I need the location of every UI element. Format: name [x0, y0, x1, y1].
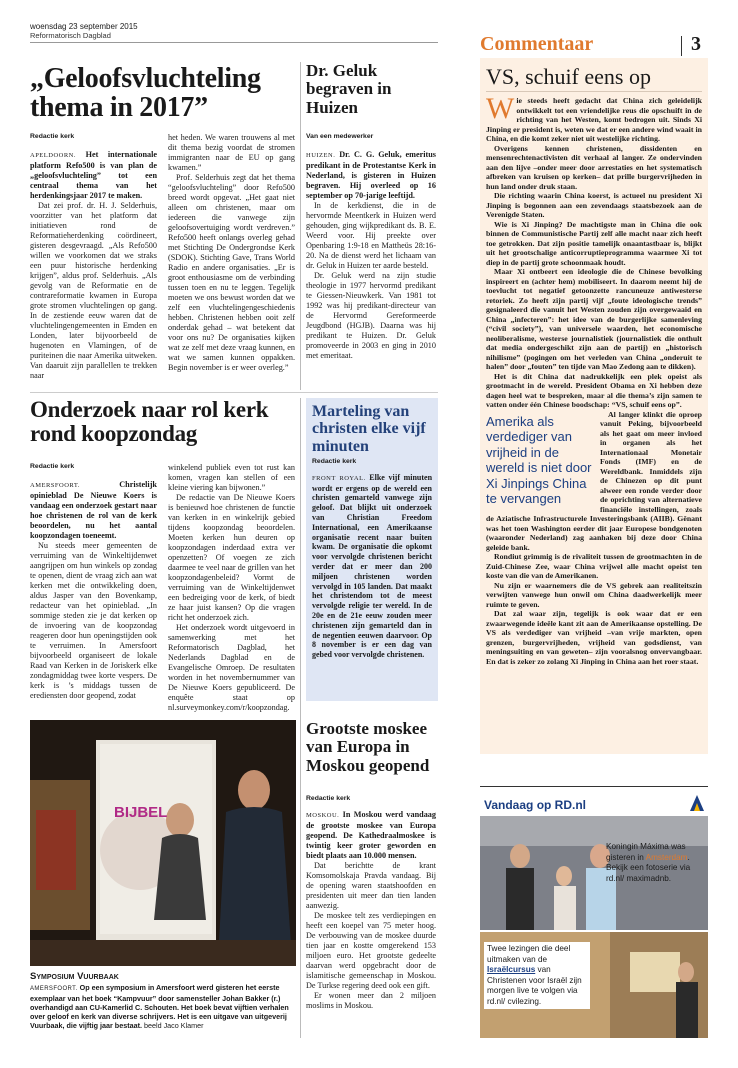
art3-col1: AMERSFOORT. Christelijk opinieblad De Nieuwe Koers is vandaag een onderzoek gestart naar hoe christenen de rol van de kerk beoordelen, nu het aantal koopzondagen toeneemt. Nu steeds meer gemeenten de verruiming van de Winkeltijdenwet aangrijpen om hun winkels op zondag te openen, dient de vraag zich aan wat kerken met die ontwikkeling doen, aldus Jasper van den Bovenkamp, redacteur van het opinieblad. „In sommige steden zie je dat kerken op de invoering van de koopzondag reageren door hun openingstijden ook te verruimen. In Amersfoort bijvoorbeeld organiseert de lokale Raad van Kerken in de Joriskerk elke zondagmiddag twee korte vespers. De kerk is ’s middags tussen de erediensten door geopend, zodat: [30, 480, 157, 700]
art5-headline: Grootste moskee van Europa in Moskou geopend: [306, 719, 430, 775]
edition-date: woensdag 23 september 2015: [30, 22, 138, 31]
symposium-photo: [30, 720, 296, 966]
art1-headline: „Geloofsvluchteling thema in 2017”: [30, 63, 261, 124]
section-title: Commentaar: [480, 33, 594, 55]
art1-col2: het heden. We waren trouwens al met dit thema bezig voordat de stromen immigranten naar de EU op gang kwamen.” Prof. Selderhuis zegt dat het thema “geloofsvluchteling” door Refo500 breed wordt opgevat. „Het gaat niet alleen om christenen, maar om iedereen die vanwege zijn geloofsovertuiging wordt verdreven.” Refo500 heeft onlangs overleg gehad met Stichting De Ondergrondse Kerk (SDOK). Stichting Gave, Trans World Radio en andere organisaties. „Er is groot enthousiasme om de verbinding tussen toen en nu te leggen. Tegelijk moeten we ons bewust worden dat we zelf een vluchtelingengeschiedenis hebben. Christenen hebben ooit zelf onderdak gehad – wat betekent dat voor ons nu? De organisaties kijken wat ze zelf met deze vraag kunnen, en wat we samen kunnen oppakken. Begin november is er weer overleg.”: [168, 133, 295, 372]
pull-quote: Amerika als verdediger van vrijheid in de wereld is niet door Xi Jinpings China te vervangen: [486, 413, 592, 506]
rd-item-1[interactable]: Koningin Máxima was gisteren in Amsterdam. Bekijk een fotoserie via rd.nl/ maximadnb.: [606, 842, 691, 883]
paper-name: Reformatorisch Dagblad: [30, 31, 111, 40]
page-number: 3: [691, 33, 701, 55]
rd-link-israelcursus[interactable]: Israëlcursus: [487, 965, 536, 974]
art4-body: FRONT ROYAL. Elke vijf minuten wordt er ergens op de wereld een christen gemarteld vanwege zijn geloof. Dat blijkt uit onderzoek van Christian Freedom International, een Amerikaanse organisatie recent naar buiten kwam. De organisatie die opkomt voor vervolgde christenen bericht verder dat er meer dan 200 miljoen christenen worden vervolgd in 105 landen. Dat maakt het christendom tot de meest vervolgde religie ter wereld. In de 20e en de 21e eeuw zouden meer christenen zijn gemarteld dan in de negentien eeuwen daarvoor. Op 8 november is er een dag van gebed voor vervolgde christenen.: [312, 472, 433, 660]
photo-banner-text: BIJBEL: [114, 804, 168, 821]
art4-byline: Redactie kerk: [312, 457, 357, 465]
photo-caption-title: Symposium Vuurbaak: [30, 971, 119, 982]
rd-item-2[interactable]: Twee lezingen die deel uitmaken van de Israëlcursus van Christenen voor Israël zijn morgen live te volgen via rd.nl/ cvilezing.: [484, 942, 590, 1009]
art2-byline: Van een medewerker: [306, 133, 374, 140]
art3-col2: winkelend publiek even tot rust kan komen, vragen kan stellen of een kleine viering kan bijwonen.” De redactie van De Nieuwe Koers is benieuwd hoe christenen de functie van kerken in en winkelrijk gebied tijdens koopzondag beoordelen. Moeten kerken hun deuren op koopzondagen inderdaad extra ver openzetten? Of voegen ze zich daarmee te veel naar de grillen van het koopzondagenbeleid? Vormt de verruiming van de Winkeltijdenwet een bedreiging voor de kerk, of biedt ze haar juist kansen? Op die vragen richt het onderzoek zich. Het onderzoek wordt uitgevoerd in samenwerking met het Reformatorisch Dagblad, het Nederlands Dagblad en de Evangelische Omroep. De resultaten worden in het novembernummer van De Nieuwe Koers gepubliceerd. De enquête staat op nl.surveymonkey.com/r/koopzondag.: [168, 463, 295, 712]
art1-byline: Redactie kerk: [30, 133, 75, 140]
art3-byline: Redactie kerk: [30, 463, 75, 470]
art1-col1: APELDOORN. Het internationale platform Refo500 is van plan de „geloofsvluchteling” tot een centraal thema van het herdenkingsjaar 2017 te maken. Dat zei prof. dr. H. J. Selderhuis, voorzitter van het platform dat initiatieven rond de Reformatieherdenking coördineert, gisteren desgevraagd. „Als Refo500 willen we voorkomen dat we straks een puur historische herdenking krijgen”, aldus prof. Selderhuis. „Als gevolg van de Reformatie en de contrareformatie kwamen in Europa grote stromen vluchtelingen op gang. In de zestiende eeuw waren dat de vluchtelingengemeenten in Emden en Londen, later bijvoorbeeld de hugenoten en Vlamingen, of de puriteinen die naar Amerika uitweken. Van daaruit zijn parallellen te trekken naar: [30, 150, 157, 380]
art5-body: MOSKOU. In Moskou werd vandaag de grootste moskee van Europa geopend. De Kathedraalmoskee is twintig keer groter geworden en biedt plaats aan 10.000 mensen. Dat berichtte de krant Komsomolskaja Pravda vandaag. Bij de opening waren staatshoofden en presidenten uit meer dan tien landen aanwezig. De moskee telt zes verdiepingen en heeft een koepel van 75 meter hoog. De verbouwing van de moskee duurde tien jaar en kostte omgerekend 153 miljoen euro. Het grootste gedeelte daarvan werd opgebracht door de islamitische gemeenschap in Moskou. De Turkse regering deed ook een gift. Er wonen meer dan 2 miljoen moslims in Moskou.: [306, 810, 436, 1010]
art2-headline: Dr. Geluk begraven in Huizen: [306, 61, 392, 117]
dropcap: W: [486, 92, 515, 125]
rd-title: Vandaag op RD.nl: [484, 798, 587, 812]
art4-box: [306, 398, 438, 701]
art2-body: HUIZEN. Dr. C. G. Geluk, emeritus predikant in de Protestantse Kerk in Nederland, is gisteren in Huizen begraven. Hij overleed op 16 september op 70-jarige leeftijd. In de kerkdienst, die in de hervormde Meentkerk in Huizen werd gehouden, ging wijkpredikant ds. B. E. Weerd voor. Hij preekte over Openbaring 1:9-18 en Mattheüs 28:16-20. Na de dienst werd het lichaam van dr. Geluk in Huizen ter aarde besteld. Dr. Geluk werd na zijn studie theologie in 1977 hervormd predikant te Giessen-Nieuwkerk. Van 1981 tot 1992 was hij predikant-directeur van de Hervormd Gereformeerde Jeugdbond (HGJB). Daarna was hij predikant te Huizen. Dr. Geluk promoveerde in 2003 en ging in 2010 met emeritaat.: [306, 150, 436, 360]
photo-caption: AMERSFOORT. Op een symposium in Amersfoort werd gisteren het eerste exemplaar van het boek “Kampvuur” door samensteller Johan Bakker (r.) overhandigd aan CU-Kamerlid C. Schouten. Het boek bevat vijftien verhalen over geloof en kerk van diverse schrijvers. Het is een uitgave van uitgeverij Vuurbaak, die vijftig jaar bestaat. beeld Jaco Klamer: [30, 983, 289, 1030]
header-rule: [30, 42, 438, 43]
art3-headline: Onderzoek naar rol kerk rond koopzondag: [30, 397, 269, 446]
editorial-headline: VS, schuif eens op: [486, 64, 651, 89]
rd-link-amsterdam[interactable]: Amsterdam: [645, 852, 688, 862]
editorial-body: Wie steeds heeft gedacht dat China zich geleidelijk ontwikkelt tot een vriendelijke reus die opschuift in de richting van het Westen, komt bedrogen uit. Sinds Xi Jinping er president is, weten we dat er een andere wind waait in China, en die komt zeker niet uit westelijke richting. Overigens kennen christenen, dissidenten en mensenrechtenactivisten dit verhaal al langer. Ze ondervinden aan den lijve –onder meer door arrestaties en het systematisch afbreken van kruisen op kerken– dat prille burgervrijheden in hun land onder druk staan. Die richting waarin China koerst, is actueel nu president Xi Jinping is begonnen aan een zevendaags staatsbezoek aan de Verenigde Staten. Wie is Xi Jinping? De machtigste man in China die ook binnen de Communistische Partij zelf alle macht naar zich heeft toe getrokken. Dat zijn positie tamelijk onaantastbaar is, blijkt uit het grootschalige anticorruptieprogramma waarmee Xi tot diep in de partij grote schoonmaak houdt. Maar Xi ontbeert een ideologie die de Chinese bevolking inspireert en (achter hem) mobiliseert. In daarom neemt hij de toevlucht tot negatief getoonzette rancuneuze antiwesterse retoriek. Zo heeft zijn partij vijf „foute ideologische trends” gesignaleerd die vanuit het Westen zouden zijn overgewaaid en China „infecteren”: het idee van de burgerlijke samenleving (“civil society”), van universele waarden, het economische neoliberalisme, westerse journalistiek (journalistiek die onthult dat media ondergeschikt zijn aan de partij) en „historisch nihilisme” (pogingen om het verleden van China „onderuit te halen” door „fouten” ten tijde van Mao Zedong aan te dikken). Het is dit China dat nadrukkelijk een plek opeist als grootmacht in de wereld. President Obama en Xi hebben deze dagen heel wat te bespreken, maar al die thema’s zijn samen te vatten onder één Chinese boodschap: “VS, schuif eens op”. Amerika als verdediger van vrijheid in de wereld is niet door Xi Jinpings China te vervangen Al langer klinkt die oproep vanuit Peking, bijvoorbeeld als het gaat om meer invloed in organen als het Internationaal Monetair Fonds (IMF) en de Wereldbank. Inmiddels zijn de Chinezen op dit punt alweer een ronde verder door de oprichting van alternatieve financiële instellingen, zoals de Aziatische Infrastructurele Investeringsbank (AIIB). Gênant was het toen Washington eerder dit jaar Europese bondgenoten (waaronder Nederland) zag aanhaken bij deze door China geleide bank. Rondiut grimmig is de rivaliteit tussen de grootmachten in de Zuid-Chinese Zee, waar China vrijwel alle macht opeist ten koste van die van de Amerikanen. Nu zijn er waarnemers die de VS gebrek aan realiteitszin verwijten vanwege hun onwil om China daadwerkelijk meer ruimte te geven. Dat zal waar zijn, tegelijk is ook waar dat er een zwaarwegende ideële kant zit aan de Amerikaanse opstelling. De VS als verdediger van vrijheid –van vrije markten, open grenzen, burgervrijheden, vrijheid van godsdienst, van meningsuiting en van geweten– zijn vooralsnog onvervangbaar. En dat is zeker zo zolang Xi Jinping in China aan het roer staat.: [486, 92, 702, 666]
art4-headline: Marteling van christen elke vijf minuten: [312, 403, 426, 455]
rd-logo-icon: [688, 793, 706, 813]
art5-byline: Redactie kerk: [306, 795, 351, 802]
